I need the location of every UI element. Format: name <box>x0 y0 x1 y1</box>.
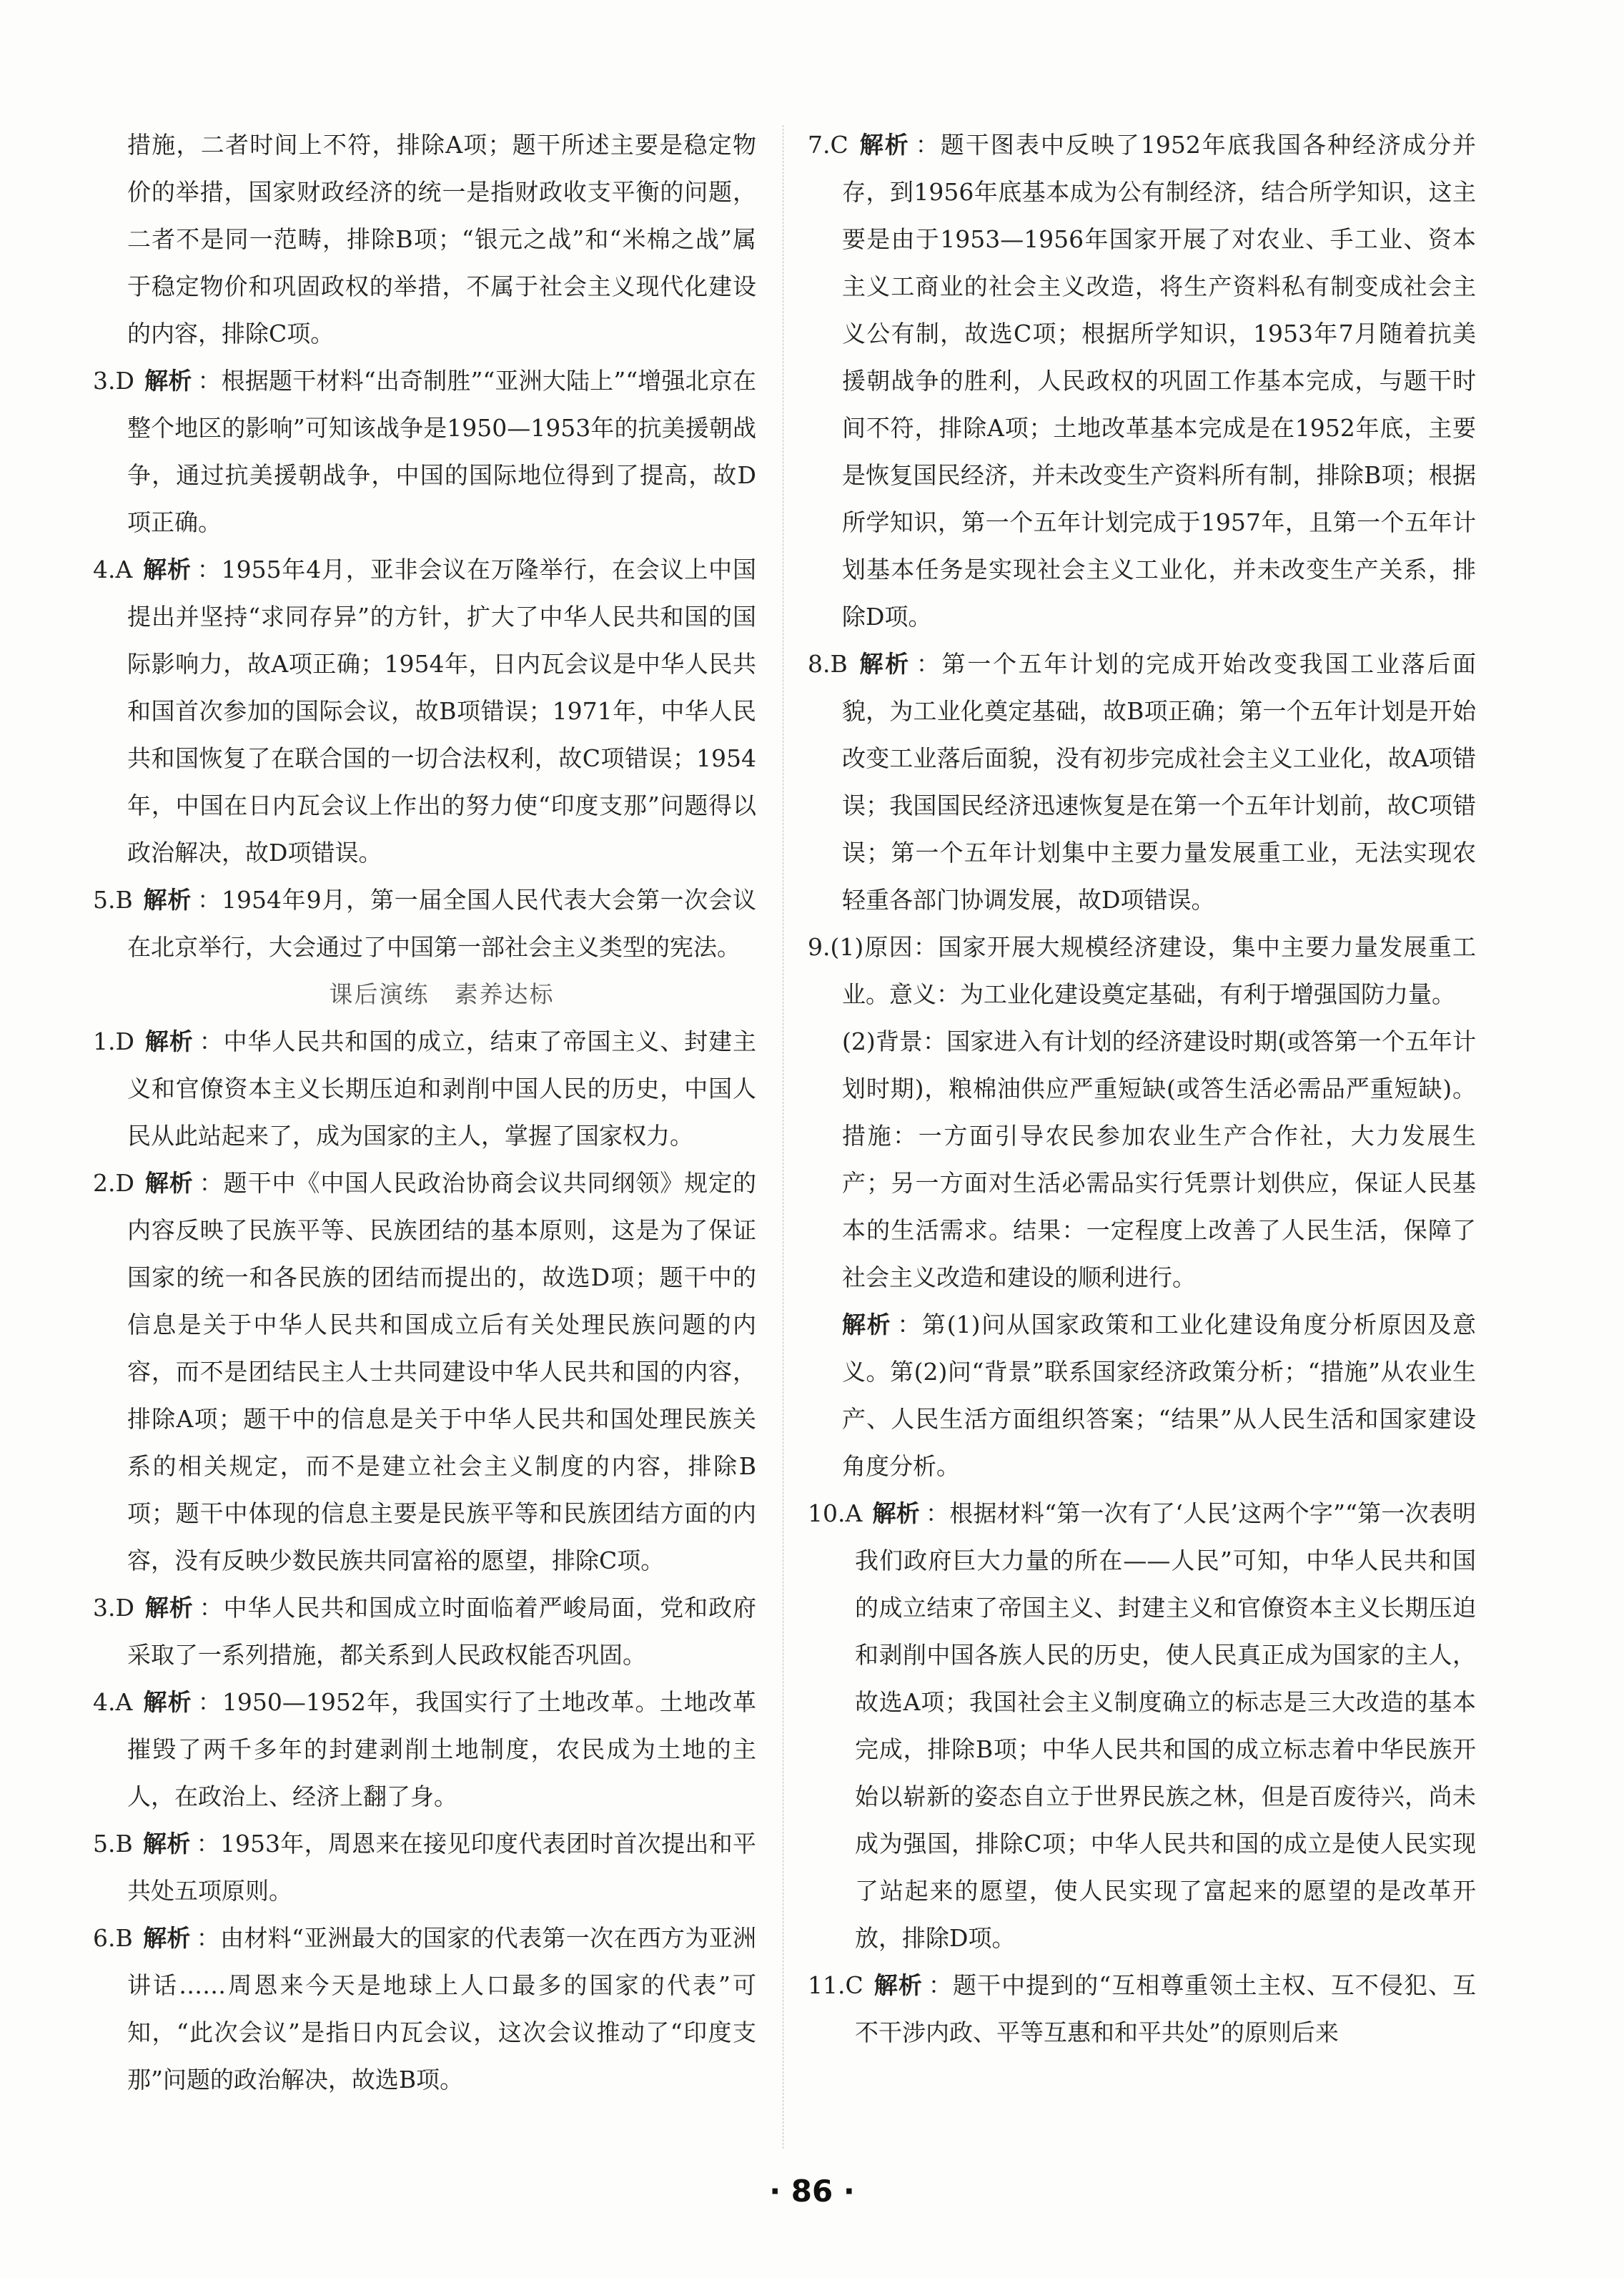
analysis-label: 解析 <box>872 1499 920 1527</box>
practice-answer-3: 3.D 解析 ：中华人民共和国成立时面临着严峻局面，党和政府采取了一系列措施，都关系到人民政权能否巩固。 <box>93 1594 756 1669</box>
section-title: 课后演练 素养达标 <box>329 980 555 1008</box>
analysis-label: 解析 <box>144 1169 194 1197</box>
answer-5: 5.B 解析 ：1954年9月，第一届全国人民代表大会第一次会议在北京举行，大会通过了中国第一部社会主义类型的宪法。 <box>93 886 757 961</box>
analysis-label: 解析 <box>144 1027 194 1055</box>
analysis-label: 解析 <box>142 1688 192 1716</box>
practice-answer-11: 11.C 解析 ：题干中提到的“互相尊重领土主权、互不侵犯、互不干涉内政、平等互惠和和平共处”的原则后来 <box>808 1971 1477 2046</box>
analysis-label: 解析 <box>144 367 192 395</box>
practice-answer-10: 10.A 解析 ：根据材料“第一次有了‘人民’这两个字”“第一次表明我们政府巨大力量的所在——人民”可知，中华人民共和国的成立结束了帝国主义、封建主义和官僚资本主义长期压迫和剥削中国各族人民的历史，使人民真正成为国家的主人，故选A项；我国社会主义制度确立的标志是三大改造的基本完成，排除B项；中华人民共和国的成立标志着中华民族开始以崭新的姿态自立于世界民族之林，但是百废待兴，尚未成为强国，排除C项；中华人民共和国的成立是使人民实现了站起来的愿望，使人民实现了富起来的愿望的是改革开放，排除D项。 <box>808 1499 1477 1952</box>
practice-answer-1: 1.D 解析 ：中华人民共和国的成立，结束了帝国主义、封建主义和官僚资本主义长期压迫和剥削中国人民的历史，中国人民从此站起来了，成为国家的主人，掌握了国家权力。 <box>93 1027 756 1150</box>
analysis-label: 解析 <box>142 556 192 583</box>
analysis-label: 解析 <box>142 886 192 914</box>
practice-answer-8: 8.B 解析 ：第一个五年计划的完成开始改变我国工业落后面貌，为工业化奠定基础，故B项正确；第一个五年计划是开始改变工业落后面貌，没有初步完成社会主义工业化，故A项错误；我国国民经济迅速恢复是在第一个五年计划前，故C项错误；第一个五年计划集中主要力量发展重工业，无法实现农轻重各部门协调发展，故D项错误。 <box>808 650 1476 914</box>
practice-answer-9-part-2: (2)背景：国家进入有计划的经济建设时期(或答第一个五年计划时期)，粮棉油供应严重短缺(或答生活必需品严重短缺)。措施：一方面引导农民参加农业生产合作社，大力发展生产；另一方面对生活必需品实行凭票计划供应，保证人民基本的生活需求。结果：一定程度上改善了人民生活，保障了社会主义改造和建设的顺利进行。 <box>842 1027 1476 1291</box>
practice-answer-9-analysis: 解析 ：第(1)问从国家政策和工业化建设角度分析原因及意义。第(2)问“背景”联系国家经济政策分析；“措施”从农业生产、人民生活方面组织答案；“结果”从人民生活和国家建设角度分析。 <box>842 1311 1476 1480</box>
practice-answer-6: 6.B 解析 ：由材料“亚洲最大的国家的代表第一次在西方为亚洲讲话……周恩来今天是地球上人口最多的国家的代表”可知，“此次会议”是指日内瓦会议，这次会议推动了“印度支那”问题的政治解决，故选B项。 <box>93 1924 756 2094</box>
page-number: · 86 · <box>769 2174 855 2209</box>
left-column <box>93 122 756 2104</box>
analysis-label: 解析 <box>144 1594 194 1622</box>
practice-answer-7: 7.C 解析 ：题干图表中反映了1952年底我国各种经济成分并存，到1956年底基本成为公有制经济，结合所学知识，这主要是由于1953—1956年国家开展了对农业、手工业、资本主义工商业的社会主义改造，将生产资料私有制变成社会主义公有制，故选C项；根据所学知识，1953年7月随着抗美援朝战争的胜利，人民政权的巩固工作基本完成，与题干时间不符，排除A项；土地改革基本完成是在1952年底，主要是恢复国民经济，并未改变生产资料所有制，排除B项；根据所学知识，第一个五年计划完成于1957年，且第一个五年计划基本任务是实现社会主义工业化，并未改变生产关系，排除D项。 <box>808 131 1477 631</box>
practice-answer-2: 2.D 解析 ：题干中《中国人民政治协商会议共同纲领》规定的内容反映了民族平等、民族团结的基本原则，这是为了保证国家的统一和各民族的团结而提出的，故选D项；题干中的信息是关于中华人民共和国成立后有关处理民族问题的内容，而不是团结民主人士共同建设中华人民共和国的内容，排除A项；题干中的信息是关于中华人民共和国处理民族关系的相关规定，而不是建立社会主义制度的内容，排除B项；题干中体现的信息主要是民族平等和民族团结方面的内容，没有反映少数民族共同富裕的愿望，排除C项。 <box>93 1169 756 1574</box>
continued-paragraph: 措施，二者时间上不符，排除A项；题干所述主要是稳定物价的举措，国家财政经济的统一是指财政收支平衡的问题，二者不是同一范畴，排除B项；“银元之战”和“米棉之战”属于稳定物价和巩固政权的举措，不属于社会主义现代化建设的内容，排除C项。 <box>127 131 756 347</box>
practice-answer-9-part-1: 9.(1)原因：国家开展大规模经济建设，集中主要力量发展重工业。意义：为工业化建设奠定基础，有利于增强国防力量。 <box>808 933 1476 1008</box>
analysis-label: 解析 <box>142 1830 191 1858</box>
analysis-label: 解析 <box>842 1311 892 1338</box>
analysis-label: 解析 <box>142 1924 191 1952</box>
right-column <box>808 122 1476 2056</box>
practice-answer-5: 5.B 解析 ：1953年，周恩来在接见印度代表团时首次提出和平共处五项原则。 <box>93 1830 757 1905</box>
answer-3: 3.D 解析 ：根据题干材料“出奇制胜”“亚洲大陆上”“增强北京在整个地区的影响”可知该战争是1950—1953年的抗美援朝战争，通过抗美援朝战争，中国的国际地位得到了提高，故D项正确。 <box>93 367 756 536</box>
analysis-label: 解析 <box>858 131 910 159</box>
analysis-label: 解析 <box>873 1971 923 1999</box>
answer-4: 4.A 解析 ：1955年4月，亚非会议在万隆举行，在会议上中国提出并坚持“求同存异”的方针，扩大了中华人民共和国的国际影响力，故A项正确；1954年，日内瓦会议是中华人民共和国首次参加的国际会议，故B项错误；1971年，中华人民共和国恢复了在联合国的一切合法权利，故C项错误；1954年，中国在日内瓦会议上作出的努力使“印度支那”问题得以政治解决，故D项错误。 <box>93 556 757 867</box>
analysis-label: 解析 <box>857 650 911 678</box>
practice-answer-4: 4.A 解析 ：1950—1952年，我国实行了土地改革。土地改革摧毁了两千多年的封建剥削土地制度，农民成为土地的主人，在政治上、经济上翻了身。 <box>93 1688 756 1810</box>
